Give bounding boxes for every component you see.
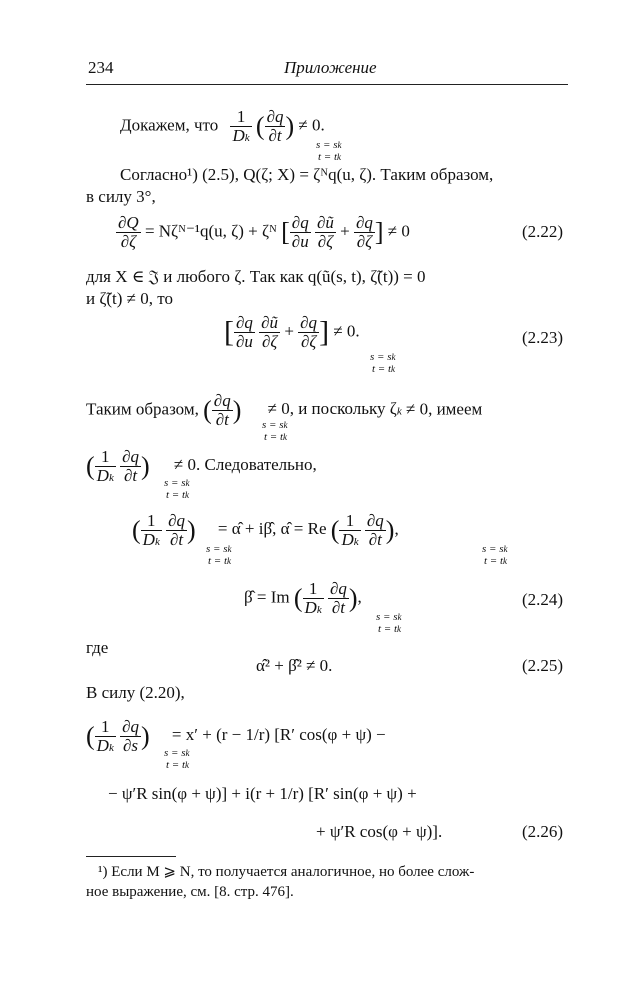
eq224b-cond-t: t = tk [378,623,402,635]
paragraph-thus: Таким образом, ( $\frac{\partial q}{\partial t}$ ) ≠ 0, и поскольку ζk ≠ 0, имеем [86,391,483,429]
eq223-rhs: ≠ 0. [333,321,360,341]
eq223-cond-s: s = sk [370,351,396,363]
paragraph-according-2: в силу 3°, [86,187,156,206]
equation-2-25: α̂² + β̂² ≠ 0. [256,656,333,675]
equation-number-2-23: (2.23) [522,328,564,347]
paragraph-for: для X ∈ 𝔍 и любого ζ. Так как q(ũ(s, t), ζ̃(t)) = 0 [86,267,426,286]
p4-cond-s: s = sk [262,419,288,431]
paragraph-according: Согласно¹) (2.5), Q(ζ; X) = ζᴺq(u, ζ). Таким образом, [120,165,494,184]
prove-rhs: ≠ 0. [298,115,325,135]
condition-t: t = tk [318,151,342,163]
paragraph-by-virtue: В силу (2.20), [86,683,185,702]
eq222-body: = Nζᴺ⁻¹q(u, ζ) + ζᴺ [144,221,277,241]
equation-2-26-line-3: + ψ′R cos(φ + ψ)]. [316,822,443,841]
footnote-rule [86,856,176,857]
paragraph-prove: Докажем, что $\frac{1}{Dk}$ ( $\frac{\partial q}{\partial t}$ ) ≠ 0. [120,107,325,145]
equation-2-26-line-1: ( $\frac{1}{Dk}$ $\frac{\partial q}{\partial s}$ ) = x′ + (r − 1/r) [R′ cos(φ + ψ) − [86,717,386,755]
eq224a-cond-t: t = tk [208,555,232,567]
word-where: где [86,638,109,657]
paragraph-for-2: и ζ̃(t) ≠ 0, то [86,289,173,308]
footnote-line-2: ное выражение, см. [8. стр. 476]. [86,884,294,900]
condition-s: s = sk [316,139,342,151]
equation-number-2-26: (2.26) [522,822,564,841]
equation-number-2-25: (2.25) [522,656,564,675]
eq224b-cond-s: s = sk [376,611,402,623]
equation-2-24-b: β̂ = Im ( $\frac{1}{Dk}$ $\frac{\partial q}{\partial t}$ ), [244,579,362,617]
page-number: 234 [88,58,114,77]
equation-2-24-a: ( $\frac{1}{Dk}$ $\frac{\partial q}{\partial t}$ ) = α̂ + iβ̂, α̂ = Re ( $\frac{1}{Dk}$ $\frac{\partial q}{\partial t}$ ), [132,511,399,549]
paragraph-hence: ( $\frac{1}{Dk}$ $\frac{\partial q}{\partial t}$ ) ≠ 0. Следовательно, [86,447,317,485]
footnote-line-1: ¹) Если M ⩾ N, то получается аналогичное, но более слож- [98,864,475,880]
fraction-1-over-dk: $\frac{1}{Dk}$ [232,107,250,145]
prove-text: Докажем, что [120,115,219,135]
p5-cond-t: t = tk [166,489,190,501]
eq222-rhs: ≠ 0 [387,221,410,241]
eq224a-cond-s2: s = sk [482,543,508,555]
equation-number-2-22: (2.22) [522,222,564,241]
eq226-cond-s: s = sk [164,747,190,759]
eq223-cond-t: t = tk [372,363,396,375]
equation-2-26-line-2: − ψ′R sin(φ + ψ)] + i(r + 1/r) [R′ sin(φ + ψ) + [108,784,417,803]
equation-2-23: [ $\frac{\partial q}{\partial u}$ $\frac{\partial ũ}{\partial\zeta}$ + $\frac{\partial q}{\partial\zeta}$ ] ≠ 0. [224,313,360,351]
p4-cond-t: t = tk [264,431,288,443]
fraction-dq-dt: $\frac{\partial q}{\partial t}$ [266,107,284,145]
equation-2-22: $\frac{\partial Q}{\partial\zeta}$ = Nζᴺ⁻¹q(u, ζ) + ζᴺ [ $\frac{\partial q}{\partial u}$ $\frac{\partial ũ}{\partial\zeta}$ + $\frac{\partial q}{\partial\zeta}$ ] ≠ 0 [118,213,410,251]
eq224a-cond-s: s = sk [206,543,232,555]
footnote [86,862,474,902]
running-head: Приложение [284,58,377,77]
p5-cond-s: s = sk [164,477,190,489]
header-rule [86,84,568,85]
eq224a-cond-t2: t = tk [484,555,508,567]
equation-number-2-24: (2.24) [522,590,564,609]
eq226-cond-t: t = tk [166,759,190,771]
